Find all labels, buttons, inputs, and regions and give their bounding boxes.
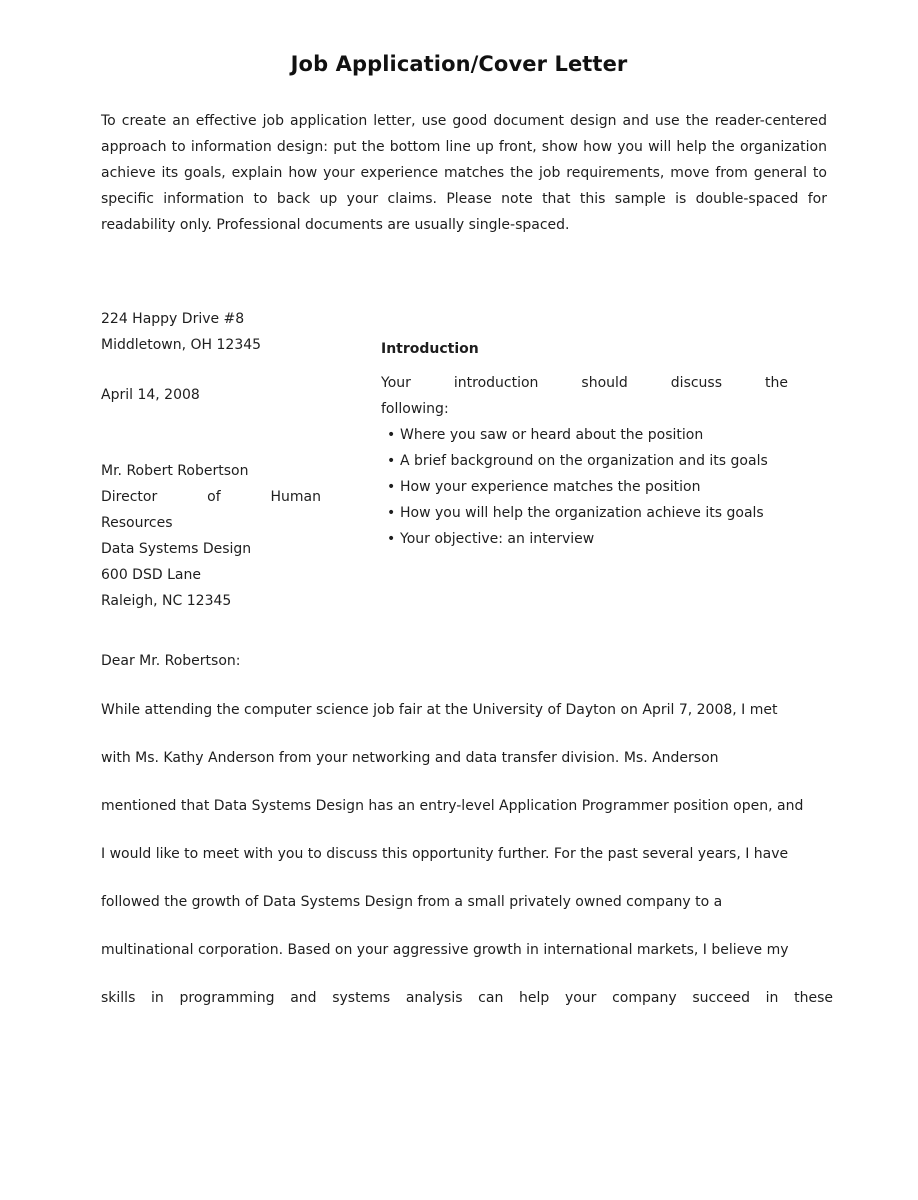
sender-street: 224 Happy Drive #8 — [101, 311, 245, 327]
list-item: • Where you saw or heard about the position — [387, 422, 788, 448]
letter-body — [101, 698, 833, 1010]
body-paragraph: skills in programming and systems analysis can help your company succeed in these — [101, 990, 833, 1006]
list-item: • A brief background on the organization and its goals — [387, 448, 788, 474]
body-paragraph: with Ms. Kathy Anderson from your networking and data transfer division. Ms. Anderson — [101, 750, 719, 766]
salutation: Dear Mr. Robertson: — [101, 653, 241, 669]
recipient-name: Mr. Robert Robertson — [101, 463, 249, 479]
body-paragraph: I would like to meet with you to discuss this opportunity further. For the past several years, I have — [101, 846, 789, 862]
list-item: • Your objective: an interview — [387, 526, 788, 552]
recipient-company: Data Systems Design — [101, 541, 252, 557]
sidebar-description — [381, 370, 788, 422]
body-paragraph: While attending the computer science job fair at the University of Dayton on April 7, 2008, I met — [101, 702, 778, 718]
recipient-street: 600 DSD Lane — [101, 567, 201, 583]
body-paragraph: multinational corporation. Based on your aggressive growth in international markets, I believe my — [101, 942, 789, 958]
sidebar-description-line1: Your introduction should discuss the — [381, 375, 788, 391]
list-item: • How your experience matches the position — [387, 474, 788, 500]
recipient-title-line1: Director of Human — [101, 489, 321, 505]
body-paragraph: mentioned that Data Systems Design has an entry-level Application Programmer position open, and — [101, 798, 804, 814]
body-paragraph: followed the growth of Data Systems Design from a small privately owned company to a — [101, 894, 723, 910]
instructions-paragraph: To create an effective job application letter, use good document design and use the reader-centered approach to information design: put the bottom line up front, show how you will help the organization achieve its goals, explain how your experience matches the job requirements, move from general to specific information to back up your claims. Please note that this sample is double-spaced for readability only. Professional documents are usually single-spaced. — [101, 113, 827, 233]
sidebar-description-line2: following: — [381, 401, 449, 417]
address-block — [101, 306, 321, 614]
recipient-title-line2: Resources — [101, 515, 173, 531]
page-title: Job Application/Cover Letter — [290, 52, 628, 76]
sidebar-heading: Introduction — [381, 341, 479, 357]
letter-date: April 14, 2008 — [101, 387, 200, 403]
recipient-city: Raleigh, NC 12345 — [101, 593, 232, 609]
list-item: • How you will help the organization achieve its goals — [387, 500, 788, 526]
sidebar-bullet-list — [381, 422, 788, 552]
sender-city: Middletown, OH 12345 — [101, 337, 262, 353]
introduction-sidebar — [381, 336, 788, 552]
